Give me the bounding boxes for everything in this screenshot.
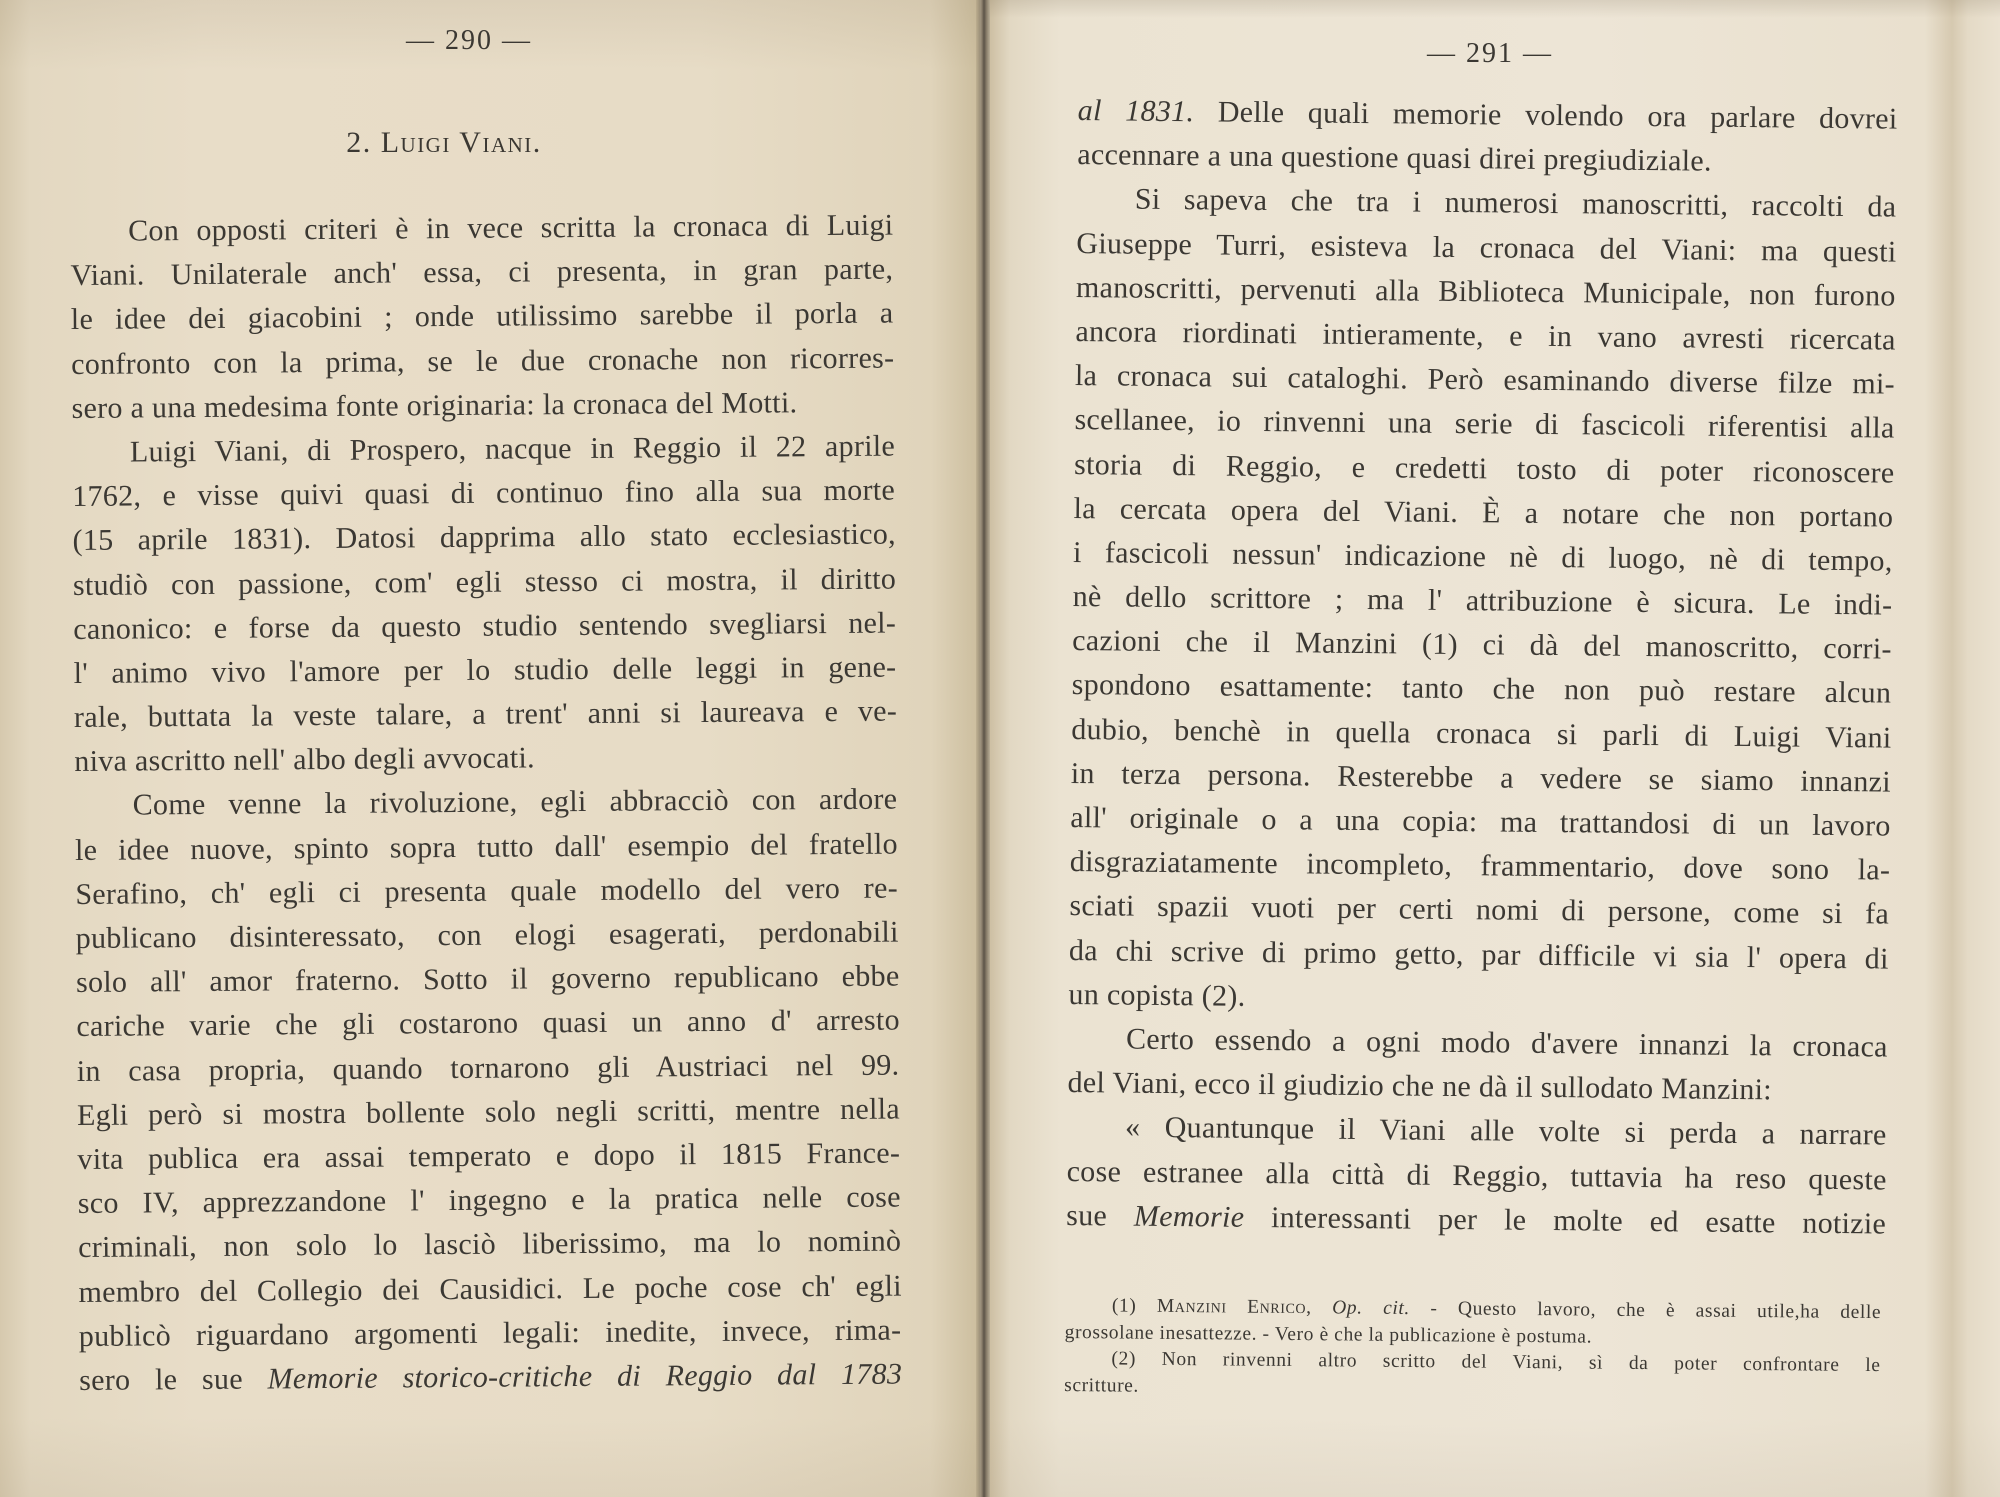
- line-text: sciati spazii vuoti per certi nomi di persone, come si fa: [1069, 889, 1890, 931]
- body-line: [1066, 1194, 1886, 1247]
- body-paragraph: [1066, 1105, 1887, 1246]
- line-text: da chi scrive di primo getto, par difficile vi sia l' opera di: [1068, 933, 1889, 976]
- line-text: cariche varie che gli costarono quasi un anno d' arresto: [76, 1003, 900, 1044]
- text-run: Delle quali memorie volendo ora parlare dovrei: [1194, 95, 1898, 136]
- line-text: cazioni che il Manzini (1) ci dà del manoscritto, corri-: [1072, 624, 1892, 666]
- right-page: [990, 0, 2000, 1497]
- italic-run: Op. cit.: [1332, 1297, 1410, 1320]
- line-text: Come venne la rivoluzione, egli abbracciò con ardore: [132, 782, 898, 822]
- line-text: niva ascritto nell' albo degli avvocati.: [74, 741, 536, 779]
- body-line: [75, 778, 898, 829]
- body-line: [78, 1176, 901, 1227]
- line-text: criminali, non solo lo lasciò liberissimo, ma lo nominò: [78, 1224, 902, 1265]
- line-text: (15 aprile 1831). Datosi dapprima allo stato ecclesiastico,: [72, 517, 897, 558]
- body-line: [74, 734, 897, 785]
- line-text: la cercata opera del Viani. È a notare che non portano: [1073, 491, 1894, 534]
- line-text: « Quantunque il Viani alle volte si perda a narrare: [1124, 1110, 1887, 1152]
- text-run: sue: [1066, 1198, 1135, 1233]
- body-line: [73, 645, 896, 696]
- body-line: [73, 601, 896, 652]
- line-text: spondono esattamente: tanto che non può restare alcun: [1071, 668, 1892, 710]
- line-text: Si sapeva che tra i numerosi manoscritti, raccolti da: [1134, 182, 1897, 224]
- body-line: [78, 1264, 901, 1315]
- body-line: [73, 557, 896, 608]
- line-text: 1762, e visse quivi quasi di continuo fino alla sua morte: [72, 473, 896, 514]
- section-heading: 2. Luigi Viani.: [346, 126, 542, 159]
- line-text: scritture.: [1064, 1374, 1140, 1397]
- line-text: Viani. Unilaterale anch' essa, ci presenta, in gran parte,: [70, 252, 894, 293]
- body-line: [71, 292, 894, 343]
- body-line: [76, 911, 899, 962]
- body-paragraph: [1068, 177, 1897, 1025]
- body-line: [72, 513, 895, 564]
- body-line: [72, 424, 895, 475]
- italic-run: Memorie: [1133, 1199, 1245, 1234]
- line-text: membro del Collegio dei Causidici. Le poche cose ch' egli: [78, 1269, 902, 1309]
- line-text: Con opposti criteri è in vece scritta la cronaca di Luigi: [128, 208, 894, 248]
- line-text: vita publica era assai temperato e dopo il 1815 France-: [77, 1136, 901, 1176]
- footnote-paragraph: [1064, 1346, 1880, 1406]
- line-text: del Viani, ecco il giudizio che ne dà il sullodato Manzini:: [1067, 1066, 1773, 1107]
- body-line: [77, 1087, 900, 1138]
- line-text: scellanee, io rinvenni una serie di fascicoli riferentisi alla: [1074, 403, 1895, 445]
- line-text: Certo essendo a ogni modo d'avere innanzi la cronaca: [1125, 1022, 1888, 1064]
- line-text: i fascicoli nessun' indicazione nè di luogo, nè di tempo,: [1072, 535, 1893, 578]
- body-paragraph: [72, 424, 898, 784]
- line-text: rale, buttata la veste talare, a trent' anni si laureava e ve-: [73, 694, 898, 735]
- italic-run: Memorie storico-critiche di Reggio dal 1783: [267, 1357, 903, 1396]
- text-run: sero le sue: [79, 1362, 268, 1397]
- line-text: publicano disinteressato, con elogi esagerati, perdonabili: [75, 915, 899, 955]
- line-text: la cronaca sui cataloghi. Però esaminando diverse filze mi-: [1074, 359, 1896, 401]
- body-line: [79, 1308, 902, 1359]
- body-paragraph: [75, 778, 903, 1403]
- body-paragraph: [1067, 1017, 1888, 1114]
- line-text: manoscritti, pervenuti alla Biblioteca Municipale, non furono: [1075, 270, 1896, 313]
- body-paragraph: [1077, 89, 1898, 186]
- body-paragraph: [70, 204, 895, 431]
- line-text: all' originale o a una copia: ma trattandosi di un lavoro: [1070, 800, 1891, 843]
- body-line: [77, 1043, 900, 1094]
- body-line: [75, 866, 898, 917]
- body-line: [76, 999, 899, 1050]
- line-text: [1066, 1194, 1886, 1247]
- page-body: [70, 204, 902, 1403]
- text-run: interessanti per le molte ed esatte notizie: [1244, 1200, 1887, 1241]
- body-line: [77, 1131, 900, 1182]
- line-text: solo all' amor fraterno. Sotto il governo republicano ebbe: [75, 959, 900, 1000]
- italic-run: al 1831.: [1077, 93, 1195, 129]
- text-run: (1): [1111, 1295, 1157, 1317]
- left-page: [0, 0, 980, 1497]
- text-run: ,: [1306, 1297, 1333, 1319]
- body-line: [70, 248, 893, 299]
- body-line: [75, 822, 898, 873]
- line-text: Giuseppe Turri, esisteva la cronaca del Viani: ma questi: [1076, 226, 1897, 269]
- line-text: nè dello scrittore ; ma l' attribuzione è sicura. Le indi-: [1072, 580, 1893, 622]
- line-text: in terza persona. Resterebbe a vedere se siamo innanzi: [1070, 756, 1892, 799]
- line-text: publicò riguardano argomenti legali: inedite, invece, rima-: [78, 1313, 902, 1353]
- line-text: in casa propria, quando tornarono gli Austriaci nel 99.: [76, 1048, 900, 1088]
- line-text: sco IV, apprezzandone l' ingegno e la pratica nelle cose: [77, 1180, 901, 1221]
- line-text: studiò con passione, com' egli stesso ci mostra, il diritto: [72, 562, 897, 602]
- body-line: [79, 1352, 902, 1403]
- line-text: le idee dei giacobini ; onde utilissimo sarebbe il porla a: [70, 296, 894, 337]
- body-line: [78, 1220, 901, 1271]
- page-number: — 291 —: [1427, 38, 1553, 69]
- line-text: ancora riordinati intieramente, e in vano avresti ricercata: [1075, 314, 1896, 357]
- line-text: accennare a una questione quasi direi pregiudiziale.: [1077, 138, 1712, 178]
- body-line: [71, 380, 894, 431]
- page-body: [1066, 89, 1898, 1246]
- line-text: canonico: e forse da questo studio sentendo svegliarsi nel-: [73, 606, 897, 646]
- line-text: sero a una medesima fonte originaria: la cronaca del Motti.: [71, 386, 798, 425]
- line-text: Serafino, ch' egli ci presenta quale modello del vero re-: [75, 871, 899, 911]
- line-text: Egli però si mostra bollente solo negli scritti, mentre nella: [76, 1092, 901, 1132]
- line-text: l' animo vivo l'amore per lo studio delle leggi in gene-: [73, 650, 897, 690]
- line-text: cose estranee alla città di Reggio, tuttavia ha reso queste: [1066, 1154, 1887, 1197]
- line-text: confronto con la prima, se le due cronache non ricorres-: [71, 341, 895, 381]
- page-number: — 290 —: [406, 25, 532, 56]
- line-text: disgraziatamente incompleto, frammentario, dove sono la-: [1069, 845, 1891, 887]
- line-text: grossolane inesattezze. - Vero è che la publicazione è postuma.: [1064, 1321, 1593, 1348]
- body-line: [74, 690, 897, 741]
- line-text: un copista (2).: [1068, 977, 1246, 1013]
- line-text: (2) Non rinvenni altro scritto del Viani, sì da poter confrontare le: [1111, 1348, 1881, 1377]
- footnotes: [1064, 1293, 1881, 1406]
- line-text: storia di Reggio, e credetti tosto di poter riconoscere: [1073, 447, 1895, 490]
- body-line: [72, 469, 895, 520]
- text-run: - Questo lavoro, che è assai utile,ha delle: [1409, 1298, 1882, 1324]
- small-caps-run: Manzini Enrico: [1156, 1295, 1307, 1319]
- body-line: [70, 204, 893, 255]
- body-line: [76, 955, 899, 1006]
- line-text: [79, 1352, 902, 1403]
- line-text: dubio, benchè in quella cronaca si parli di Luigi Viani: [1071, 712, 1892, 755]
- body-line: [71, 336, 894, 387]
- line-text: le idee nuove, spinto sopra tutto dall' esempio del fratello: [74, 827, 899, 867]
- footnote-paragraph: [1065, 1293, 1881, 1353]
- line-text: Luigi Viani, di Prospero, nacque in Reggio il 22 aprile: [129, 429, 896, 469]
